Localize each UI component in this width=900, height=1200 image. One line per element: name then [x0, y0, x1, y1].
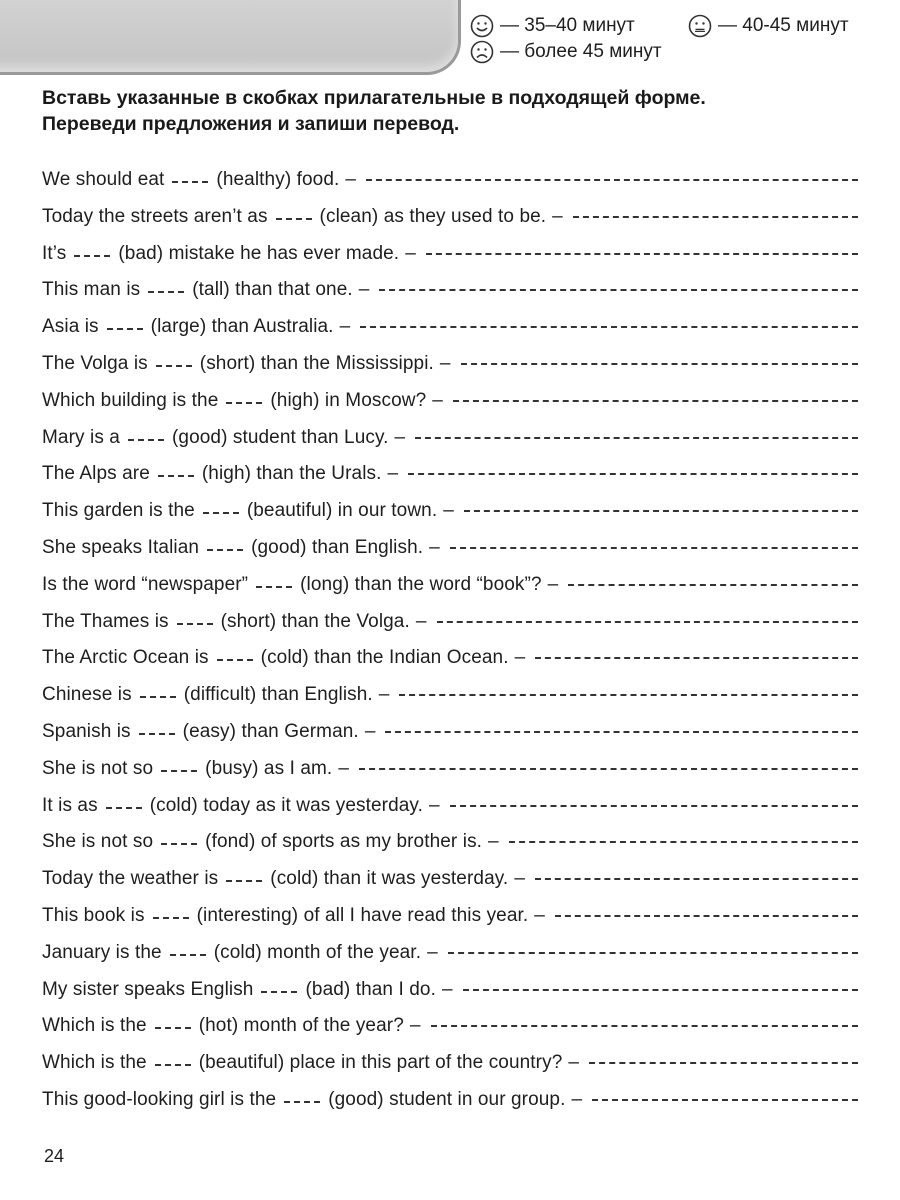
corner-tab [0, 0, 461, 75]
translation-line[interactable] [450, 545, 858, 549]
sentence-end: (short) than the Mississippi. [199, 352, 434, 374]
fill-in-blank[interactable] [161, 768, 197, 772]
exercise-item [42, 905, 858, 942]
sentence-start: Mary is a [42, 426, 120, 448]
exercise-item [42, 611, 858, 648]
sentence-end: (cold) month of the year. [213, 941, 422, 963]
sentence-start: She speaks Italian [42, 536, 200, 558]
translation-line[interactable] [366, 177, 858, 181]
translation-line[interactable] [415, 435, 858, 439]
exercise-item [42, 721, 858, 758]
dash-separator: – [568, 1052, 580, 1074]
sentence-start: This man is [42, 279, 141, 301]
translation-line[interactable] [437, 619, 858, 623]
sentence-end: (clean) as they used to be. [319, 205, 547, 227]
sentence-end: (beautiful) in our town. [246, 500, 438, 522]
sentence-end: (good) student in our group. [328, 1088, 566, 1110]
sentence-end: (interesting) of all I have read this year. [196, 904, 529, 926]
sentence-end: (bad) than I do. [305, 978, 436, 1000]
fill-in-blank[interactable] [177, 621, 213, 625]
sentence-end: (healthy) food. [216, 169, 340, 190]
translation-line[interactable] [461, 361, 858, 365]
exercise-item [42, 868, 858, 905]
sentence-end: (short) than the Volga. [220, 610, 410, 632]
exercise-item [42, 316, 858, 353]
dash-separator: – [338, 757, 349, 779]
fill-in-blank[interactable] [170, 952, 206, 956]
translation-line[interactable] [589, 1060, 858, 1064]
sentence-start: It’s [42, 242, 67, 264]
dash-separator: – [378, 684, 390, 706]
dash-separator: – [514, 868, 525, 890]
fill-in-blank[interactable] [155, 1062, 191, 1066]
translation-line[interactable] [379, 287, 858, 291]
time-legend-fast [470, 14, 643, 38]
sentence-end: (high) than the Urals. [201, 463, 382, 485]
fill-in-blank[interactable] [74, 253, 110, 257]
translation-line[interactable] [555, 913, 858, 917]
dash-separator: – [339, 316, 351, 338]
fill-in-blank[interactable] [261, 989, 297, 993]
exercise-item [42, 243, 858, 280]
fill-in-blank[interactable] [158, 473, 194, 477]
sentence-start: The Arctic Ocean is [42, 647, 209, 669]
exercise-item [42, 500, 858, 537]
translation-line[interactable] [385, 729, 858, 733]
sentence-start: This garden is the [42, 500, 195, 522]
time-legend [470, 10, 890, 68]
exercise-item [42, 390, 858, 427]
fill-in-blank[interactable] [256, 584, 292, 588]
dash-separator: – [514, 647, 526, 669]
dash-separator: – [358, 279, 370, 301]
sentence-end: (cold) than it was yesterday. [270, 868, 509, 890]
sentence-start: She is not so [42, 831, 154, 853]
translation-line[interactable] [408, 471, 858, 475]
exercise-item [42, 979, 858, 1016]
sentence-end: (large) than Australia. [150, 316, 334, 338]
sentence-start: Which building is the [42, 389, 219, 411]
translation-line[interactable] [463, 987, 858, 991]
fill-in-blank[interactable] [107, 326, 143, 330]
exercise-item [42, 1015, 858, 1052]
time-legend-fast-text: — 35–40 минут [500, 15, 635, 36]
sentence-start: She is not so [42, 757, 154, 779]
sentence-start: The Alps are [42, 463, 150, 485]
translation-line[interactable] [464, 508, 858, 512]
fill-in-blank[interactable] [226, 400, 262, 404]
translation-line[interactable] [431, 1023, 858, 1027]
exercise-item [42, 1052, 858, 1089]
exercise-item [42, 279, 858, 316]
sentence-end: (cold) today as it was yesterday. [149, 794, 423, 816]
time-legend-medium-text: — 40-45 минут [718, 15, 849, 36]
dash-separator: – [534, 904, 545, 926]
task-instruction [42, 85, 862, 137]
sentence-start: Which is the [42, 1052, 147, 1074]
exercise-item [42, 1089, 858, 1126]
exercise-item [42, 758, 858, 795]
translation-line[interactable] [592, 1097, 858, 1101]
dash-separator: – [432, 389, 443, 411]
fill-in-blank[interactable] [161, 841, 197, 845]
sentence-start: Is the word “newspaper” [42, 573, 249, 595]
dash-separator: – [427, 941, 438, 963]
sentence-start: January is the [42, 941, 162, 963]
sentence-start: This good-looking girl is the [42, 1088, 277, 1110]
fill-in-blank[interactable] [217, 657, 253, 661]
sentence-end: (tall) than that one. [192, 279, 353, 301]
sentence-end: (easy) than German. [182, 720, 359, 742]
sad-face-icon [470, 40, 494, 64]
fill-in-blank[interactable] [140, 694, 176, 698]
fill-in-blank[interactable] [106, 805, 142, 809]
sentence-end: (high) in Moscow? [270, 389, 427, 411]
sentence-end: (hot) month of the year? [198, 1015, 404, 1037]
fill-in-blank[interactable] [172, 179, 208, 183]
exercise-item [42, 831, 858, 868]
sentence-start: Which is the [42, 1015, 147, 1037]
sentence-end: (beautiful) place in this part of the country? [198, 1052, 563, 1074]
exercise-list [42, 169, 858, 1126]
fill-in-blank[interactable] [148, 289, 184, 293]
sentence-start: Chinese is [42, 684, 132, 706]
sentence-start: Asia is [42, 316, 99, 338]
exercise-item [42, 684, 858, 721]
dash-separator: – [405, 242, 416, 264]
fill-in-blank[interactable] [139, 731, 175, 735]
dash-separator: – [488, 831, 499, 853]
dash-separator: – [415, 610, 427, 632]
time-legend-medium [688, 14, 857, 38]
fill-in-blank[interactable] [226, 878, 262, 882]
dash-separator: – [409, 1015, 421, 1037]
instruction-line: Вставь указанные в скобках прилагательные в подходящей форме. [42, 87, 706, 109]
translation-line[interactable] [399, 692, 858, 696]
translation-line[interactable] [450, 803, 858, 807]
fill-in-blank[interactable] [128, 437, 164, 441]
dash-separator: – [394, 426, 406, 448]
sentence-start: Today the streets aren’t as [42, 205, 268, 227]
sentence-start: This book is [42, 904, 145, 926]
fill-in-blank[interactable] [156, 363, 192, 367]
exercise-item [42, 537, 858, 574]
fill-in-blank[interactable] [207, 547, 243, 551]
translation-line[interactable] [448, 950, 858, 954]
page-number: 24 [44, 1146, 65, 1166]
sentence-end: (good) than English. [251, 536, 424, 558]
dash-separator: – [345, 169, 357, 190]
sentence-start: Spanish is [42, 720, 131, 742]
translation-line[interactable] [509, 839, 858, 843]
dash-separator: – [441, 978, 453, 1000]
sentence-start: My sister speaks English [42, 978, 254, 1000]
fill-in-blank[interactable] [284, 1099, 320, 1103]
exercise-item [42, 353, 858, 390]
happy-face-icon [470, 14, 494, 38]
translation-line[interactable] [360, 324, 858, 328]
exercise-item [42, 795, 858, 832]
sentence-end: (cold) than the Indian Ocean. [260, 647, 509, 669]
dash-separator: – [552, 205, 563, 227]
dash-separator: – [364, 720, 376, 742]
exercise-item [42, 427, 858, 464]
sentence-start: We should eat [42, 169, 165, 190]
exercise-item [42, 574, 858, 611]
sentence-end: (busy) as I am. [205, 757, 333, 779]
fill-in-blank[interactable] [276, 216, 312, 220]
exercise-item [42, 942, 858, 979]
time-legend-slow [470, 40, 670, 64]
sentence-start: It is as [42, 794, 98, 816]
dash-separator: – [571, 1088, 583, 1110]
translation-line[interactable] [359, 766, 858, 770]
translation-line[interactable] [568, 582, 858, 586]
instruction-line: Переведи предложения и запиши перевод. [42, 113, 460, 135]
fill-in-blank[interactable] [155, 1025, 191, 1029]
translation-line[interactable] [573, 214, 858, 218]
dash-separator: – [429, 794, 440, 816]
neutral-face-icon [688, 14, 712, 38]
sentence-start: The Volga is [42, 352, 148, 374]
exercise-item [42, 463, 858, 500]
sentence-end: (long) than the word “book”? [300, 573, 542, 595]
dash-separator: – [387, 463, 399, 485]
exercise-item [42, 169, 858, 206]
dash-separator: – [443, 500, 454, 522]
exercise-item [42, 647, 858, 684]
fill-in-blank[interactable] [153, 915, 189, 919]
sentence-end: (good) student than Lucy. [171, 426, 389, 448]
time-legend-slow-text: — более 45 минут [500, 41, 662, 62]
sentence-start: The Thames is [42, 610, 169, 632]
sentence-start: Today the weather is [42, 868, 219, 890]
sentence-end: (fond) of sports as my brother is. [205, 831, 483, 853]
translation-line[interactable] [535, 655, 858, 659]
dash-separator: – [429, 536, 440, 558]
sentence-end: (bad) mistake he has ever made. [118, 242, 400, 264]
translation-line[interactable] [535, 876, 858, 880]
dash-separator: – [439, 352, 451, 374]
translation-line[interactable] [426, 251, 858, 255]
sentence-end: (difficult) than English. [183, 684, 373, 706]
fill-in-blank[interactable] [203, 510, 239, 514]
dash-separator: – [547, 573, 559, 595]
exercise-item [42, 206, 858, 243]
translation-line[interactable] [453, 398, 858, 402]
